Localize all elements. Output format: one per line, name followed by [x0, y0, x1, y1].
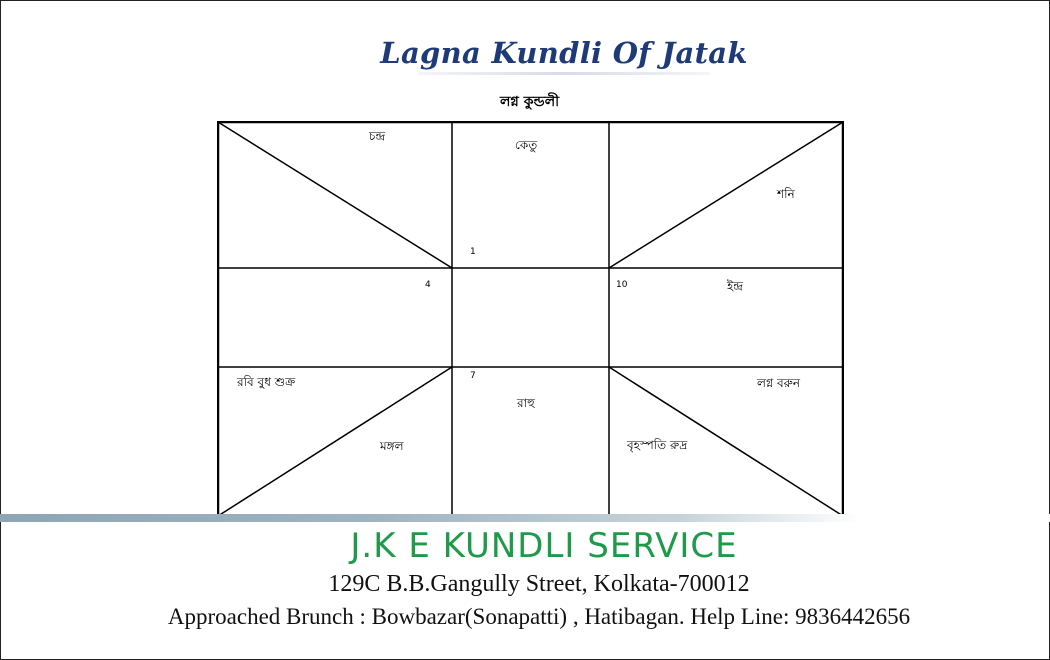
diagonal-top-left — [218, 122, 452, 268]
house-label-top-right: শনি — [777, 187, 795, 201]
kundli-chart — [217, 121, 844, 517]
house-label-top-center: কেতু — [515, 138, 538, 152]
house-label-bottom-left-lower: মঙ্গল — [380, 439, 404, 453]
house-number-bottom: 7 — [470, 371, 476, 381]
house-label-bottom-right-upper: লগ্ন বরুন — [757, 376, 801, 390]
chart-subtitle: লগ্ন কুন্ডলী — [500, 94, 560, 110]
title-underline-shadow — [418, 72, 710, 75]
house-number-right: 10 — [616, 280, 628, 290]
footer-divider — [0, 514, 1050, 522]
diagonal-top-right — [609, 122, 843, 268]
house-number-top: 1 — [470, 247, 476, 257]
house-label-bottom-center: রাহু — [517, 396, 535, 410]
kundli-grid — [217, 121, 844, 517]
branch-helpline-line: Approached Brunch : Bowbazar(Sonapatti) , Hatibagan. Help Line: 9836442656 — [167, 604, 911, 629]
brand-name: J.K E KUNDLI SERVICE — [350, 526, 738, 566]
page-title: Lagna Kundli Of Jatak — [380, 36, 748, 70]
house-number-left: 4 — [425, 280, 431, 290]
house-label-bottom-right-lower: বৃহস্পতি রুদ্র — [627, 438, 688, 452]
house-label-bottom-left-upper: রবি বুধ শুক্র — [237, 375, 296, 389]
house-label-middle-right: ইন্দ্র — [727, 279, 743, 293]
address-line: 129C B.B.Gangully Street, Kolkata-700012 — [328, 571, 750, 597]
house-label-top-left: চন্দ্র — [369, 129, 386, 143]
